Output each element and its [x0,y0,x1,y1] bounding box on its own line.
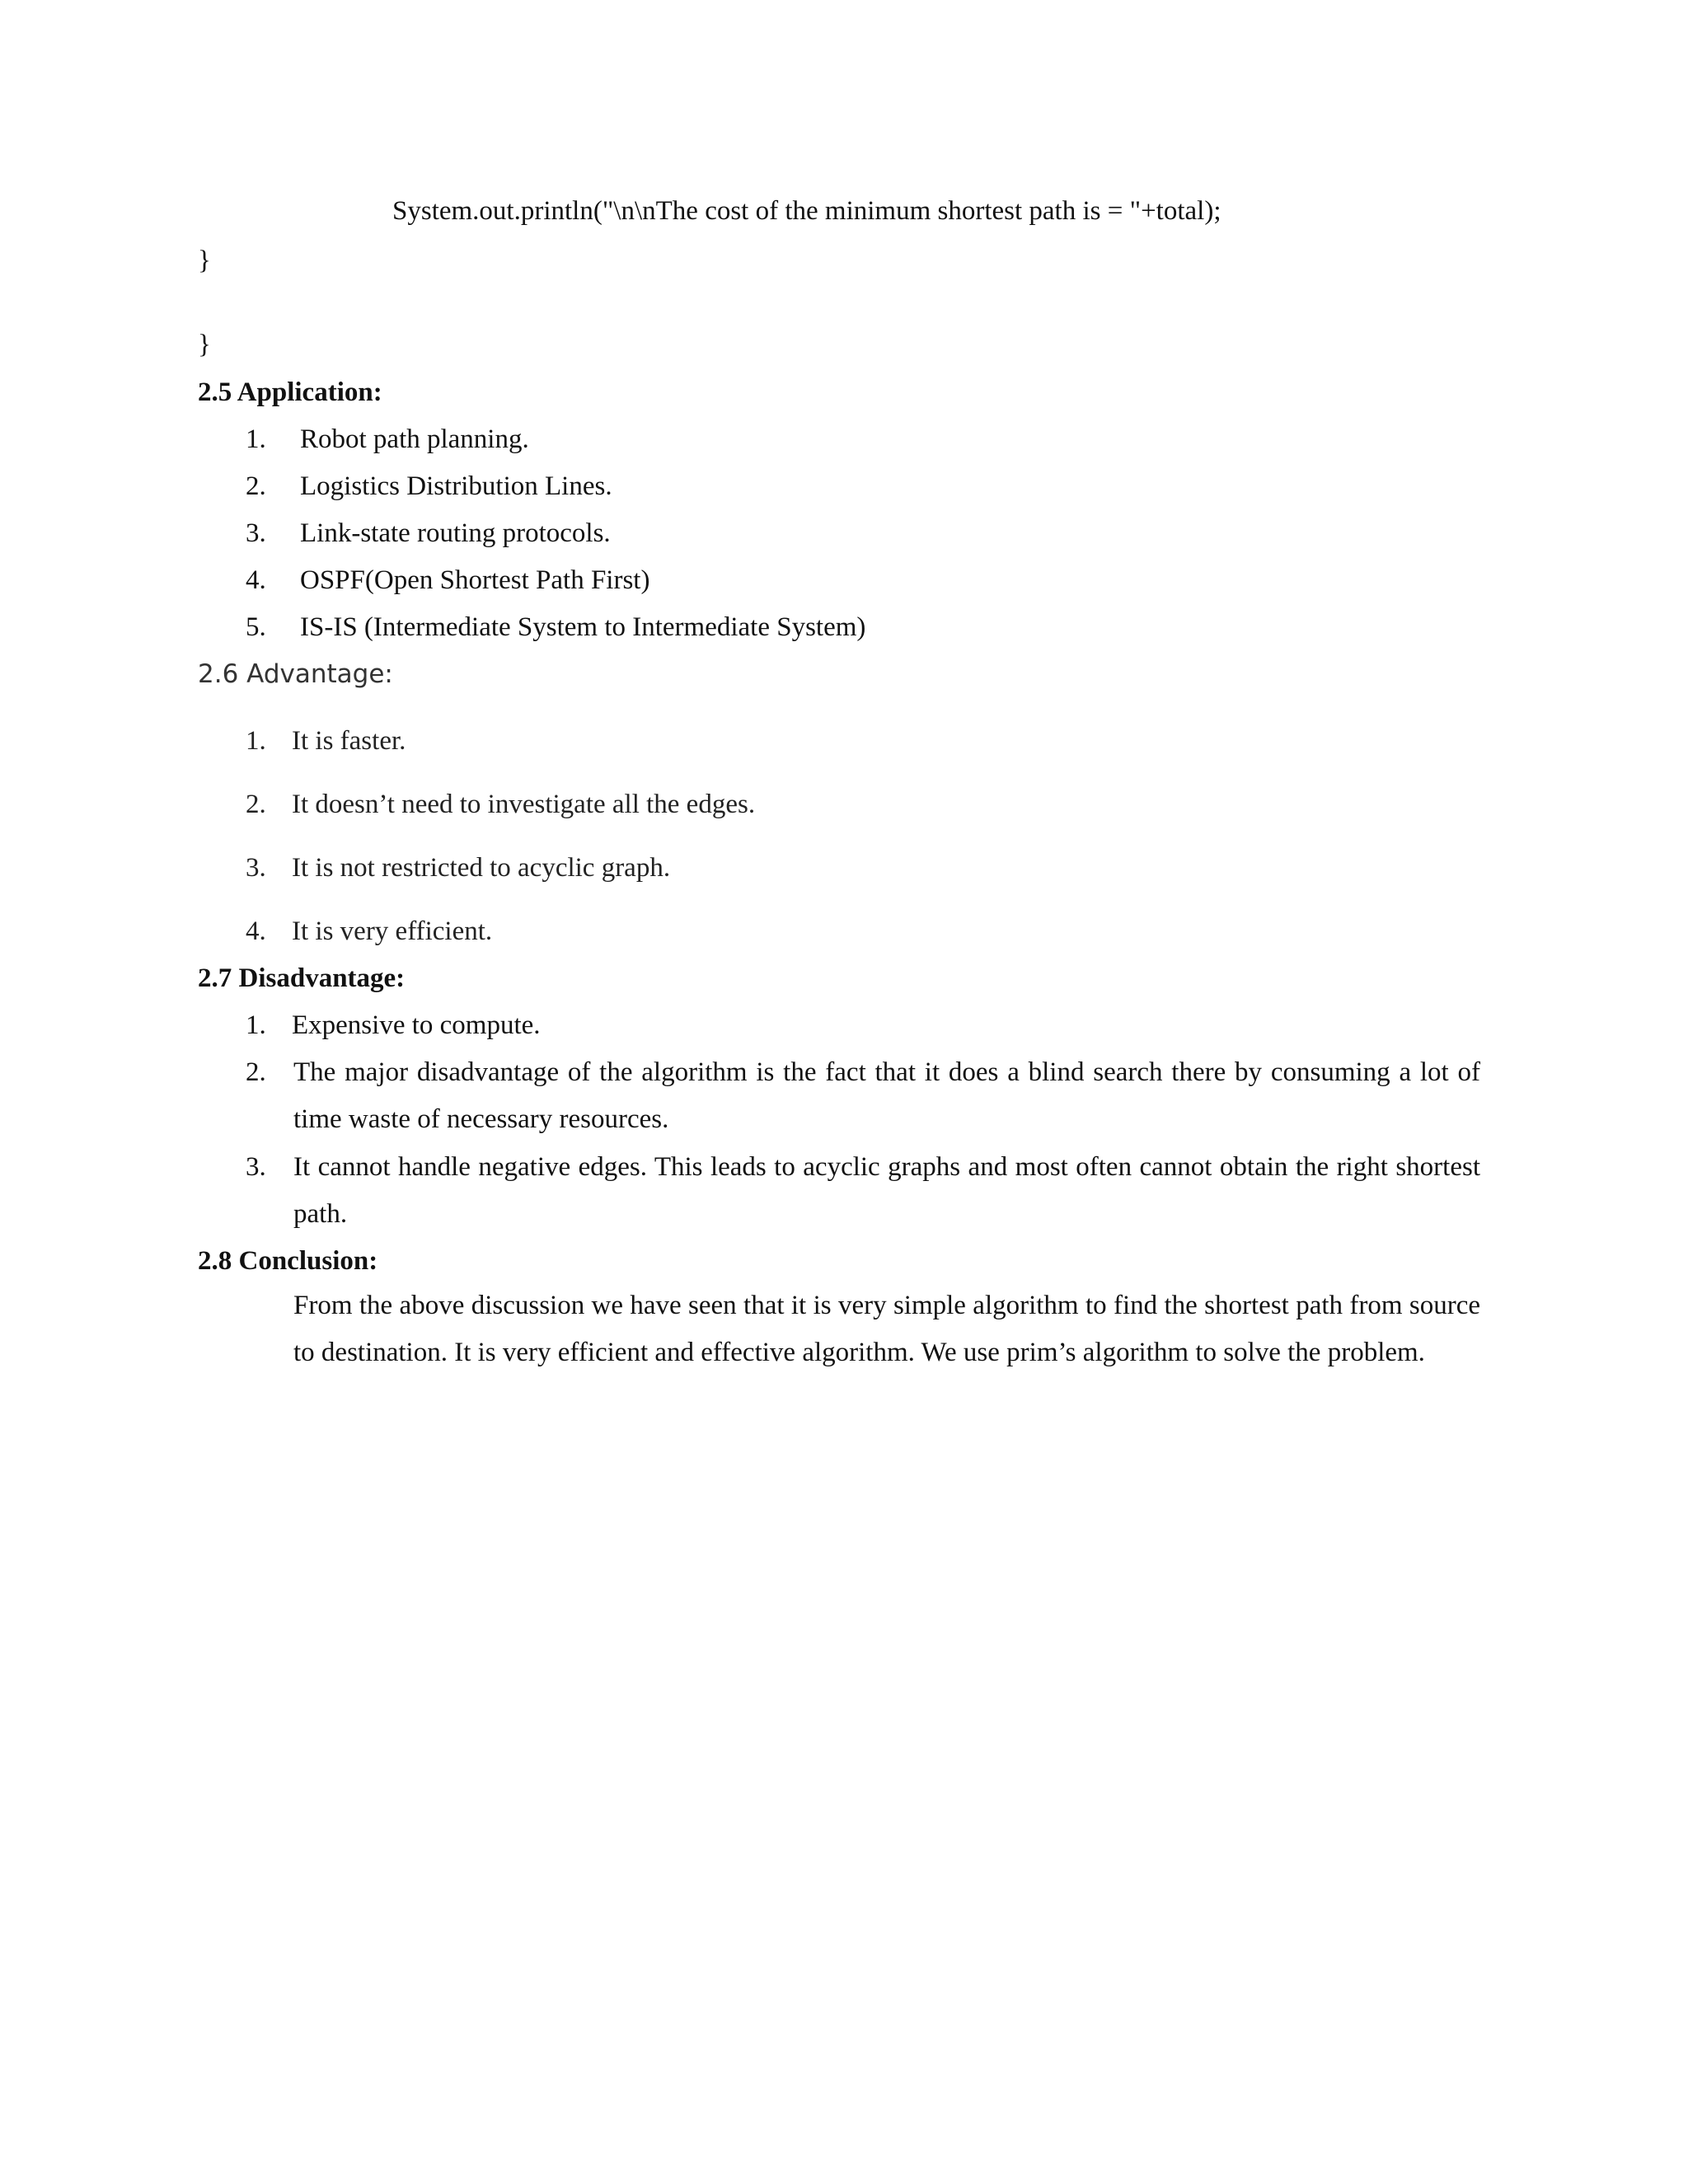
list-item-text: It is not restricted to acyclic graph. [292,853,671,883]
application-heading: 2.5 Application: [198,377,382,407]
list-item-text: It doesn’t need to investigate all the edges. [292,790,756,819]
list-item-number: 1. [246,726,266,756]
list-item-text: IS-IS (Intermediate System to Intermediate System) [300,612,866,642]
list-item-text: Link-state routing protocols. [300,518,611,548]
list-item-text: It is very efficient. [292,916,493,946]
list-item-number: 2. [246,471,266,501]
conclusion-paragraph: From the above discussion we have seen that it is very simple algorithm to find the shortest path from source to destination. It is very efficient and effective algorithm. We use prim’s algorithm to solve the problem. [293,1291,1480,1367]
list-item-number: 2. [246,1057,266,1087]
code-closing-brace: } [198,246,211,275]
list-item-number: 2. [246,790,266,819]
disadvantage-heading: 2.7 Disadvantage: [198,963,406,993]
list-item-number: 3. [246,1152,266,1182]
list-item-text: Logistics Distribution Lines. [300,471,612,501]
list-item-number: 3. [246,518,266,548]
list-item-text: It is faster. [292,726,406,756]
list-item-number: 1. [246,1010,266,1040]
list-item-number: 3. [246,853,266,883]
list-item-number: 5. [246,612,266,642]
advantage-heading: 2.6 Advantage: [198,659,393,689]
code-println-line: System.out.println("\n\nThe cost of the minimum shortest path is = "+total); [392,196,1221,226]
list-item-number: 1. [246,424,266,454]
list-item-number: 4. [246,916,266,946]
list-item-text: Robot path planning. [300,424,529,454]
conclusion-heading: 2.8 Conclusion: [198,1246,378,1276]
code-closing-brace: } [198,330,211,359]
list-item-text: The major disadvantage of the algorithm is the fact that it does a blind search there by consuming a lot of time waste of necessary resources. [293,1057,1480,1134]
list-item-text: OSPF(Open Shortest Path First) [300,565,650,595]
list-item-text: Expensive to compute. [292,1010,541,1040]
list-item-text: It cannot handle negative edges. This leads to acyclic graphs and most often cannot obtain the right shortest path. [293,1152,1480,1229]
list-item-number: 4. [246,565,266,595]
